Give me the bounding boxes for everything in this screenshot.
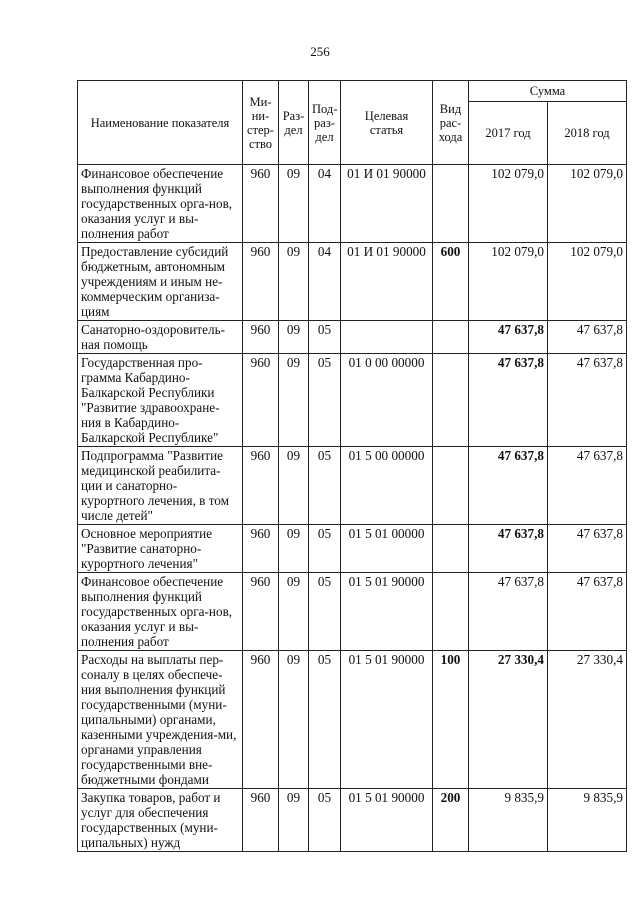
row-subsection: 05: [309, 651, 341, 789]
row-sum-2017: 102 079,0: [469, 243, 548, 321]
header-name: Наименование показателя: [78, 81, 243, 165]
row-sum-2018: 9 835,9: [548, 789, 627, 852]
row-section: 09: [279, 321, 309, 354]
row-expense-type: [433, 573, 469, 651]
row-expense-type: [433, 525, 469, 573]
table-row: [78, 525, 627, 573]
row-name: Закупка товаров, работ и услуг для обеспечения государственных (муни-ципальных) нужд: [78, 789, 243, 852]
row-section: 09: [279, 789, 309, 852]
header-year-2017: 2017 год: [469, 102, 548, 165]
header-target-text: Целевая статья: [364, 108, 409, 137]
row-name: Подпрограмма "Развитие медицинской реабилита-ции и санаторно-курортного лечения, в том числе детей": [78, 447, 243, 525]
row-expense-type: 100: [433, 651, 469, 789]
row-section: 09: [279, 165, 309, 243]
row-name: Основное мероприятие "Развитие санаторно-курортного лечения": [78, 525, 243, 573]
row-name: Государственная про-грамма Кабардино-Балкарской Республики "Развитие здравоохране-ния в Кабардино-Балкарской Республике": [78, 354, 243, 447]
row-sum-2018: 47 637,8: [548, 573, 627, 651]
row-subsection: 05: [309, 447, 341, 525]
row-expense-type: 600: [433, 243, 469, 321]
header-section-text: Раз- дел: [282, 108, 305, 137]
row-subsection: 05: [309, 321, 341, 354]
table-row: [78, 789, 627, 852]
row-sum-2018: 102 079,0: [548, 243, 627, 321]
row-target: 01 5 01 90000: [341, 573, 433, 651]
row-name: Предоставление субсидий бюджетным, автономным учреждениям и иным не-коммерческим организа-циям: [78, 243, 243, 321]
row-sum-2018: 47 637,8: [548, 354, 627, 447]
table-body: [78, 165, 627, 852]
row-section: 09: [279, 573, 309, 651]
row-ministry: 960: [243, 789, 279, 852]
row-sum-2017: 47 637,8: [469, 525, 548, 573]
header-year-2018: 2018 год: [548, 102, 627, 165]
row-name: Расходы на выплаты пер-соналу в целях обеспече-ния выполнения функций государственными (муни-ципальными) органами, казенными учреждения-ми, органами управления государственными вне-бюджетными фондами: [78, 651, 243, 789]
table-row: [78, 321, 627, 354]
table-row: [78, 243, 627, 321]
row-subsection: 05: [309, 525, 341, 573]
row-subsection: 05: [309, 354, 341, 447]
row-ministry: 960: [243, 525, 279, 573]
row-ministry: 960: [243, 165, 279, 243]
table-row: [78, 165, 627, 243]
header-expense-type-text: Вид рас- хода: [438, 101, 463, 144]
header-sum: Сумма: [469, 81, 627, 102]
header-section: [279, 81, 309, 165]
row-section: 09: [279, 243, 309, 321]
row-expense-type: 200: [433, 789, 469, 852]
table-row: [78, 354, 627, 447]
row-target: 01 5 01 90000: [341, 651, 433, 789]
table-row: [78, 651, 627, 789]
header-subsection: [309, 81, 341, 165]
budget-table: [77, 80, 627, 852]
row-subsection: 04: [309, 165, 341, 243]
row-ministry: 960: [243, 651, 279, 789]
row-target: 01 5 01 90000: [341, 789, 433, 852]
row-expense-type: [433, 447, 469, 525]
row-sum-2017: 47 637,8: [469, 573, 548, 651]
header-ministry-text: Ми- ни- стер- ство: [247, 94, 274, 151]
row-target: 01 5 00 00000: [341, 447, 433, 525]
row-sum-2017: 9 835,9: [469, 789, 548, 852]
row-expense-type: [433, 354, 469, 447]
row-ministry: 960: [243, 321, 279, 354]
row-target: 01 5 01 00000: [341, 525, 433, 573]
row-name: Санаторно-оздоровитель-ная помощь: [78, 321, 243, 354]
header-subsection-text: Под- раз- дел: [312, 101, 338, 144]
row-ministry: 960: [243, 354, 279, 447]
row-sum-2017: 47 637,8: [469, 447, 548, 525]
row-sum-2017: 47 637,8: [469, 354, 548, 447]
row-section: 09: [279, 447, 309, 525]
row-target: 01 И 01 90000: [341, 165, 433, 243]
row-sum-2018: 27 330,4: [548, 651, 627, 789]
row-name: Финансовое обеспечение выполнения функций государственных орга-нов, оказания услуг и вы-полнения работ: [78, 165, 243, 243]
row-subsection: 05: [309, 573, 341, 651]
row-subsection: 05: [309, 789, 341, 852]
row-ministry: 960: [243, 447, 279, 525]
row-expense-type: [433, 321, 469, 354]
row-target: [341, 321, 433, 354]
row-sum-2018: 102 079,0: [548, 165, 627, 243]
row-section: 09: [279, 525, 309, 573]
row-sum-2017: 47 637,8: [469, 321, 548, 354]
row-sum-2018: 47 637,8: [548, 525, 627, 573]
row-sum-2018: 47 637,8: [548, 321, 627, 354]
row-ministry: 960: [243, 573, 279, 651]
row-target: 01 0 00 00000: [341, 354, 433, 447]
header-ministry: [243, 81, 279, 165]
row-name: Финансовое обеспечение выполнения функций государственных орга-нов, оказания услуг и вы-полнения работ: [78, 573, 243, 651]
table-row: [78, 447, 627, 525]
header-expense-type: [433, 81, 469, 165]
row-target: 01 И 01 90000: [341, 243, 433, 321]
row-sum-2017: 102 079,0: [469, 165, 548, 243]
table-row: [78, 573, 627, 651]
row-section: 09: [279, 651, 309, 789]
page-number: 256: [310, 44, 330, 59]
row-subsection: 04: [309, 243, 341, 321]
row-ministry: 960: [243, 243, 279, 321]
header-target: [341, 81, 433, 165]
row-sum-2018: 47 637,8: [548, 447, 627, 525]
row-section: 09: [279, 354, 309, 447]
row-sum-2017: 27 330,4: [469, 651, 548, 789]
row-expense-type: [433, 165, 469, 243]
